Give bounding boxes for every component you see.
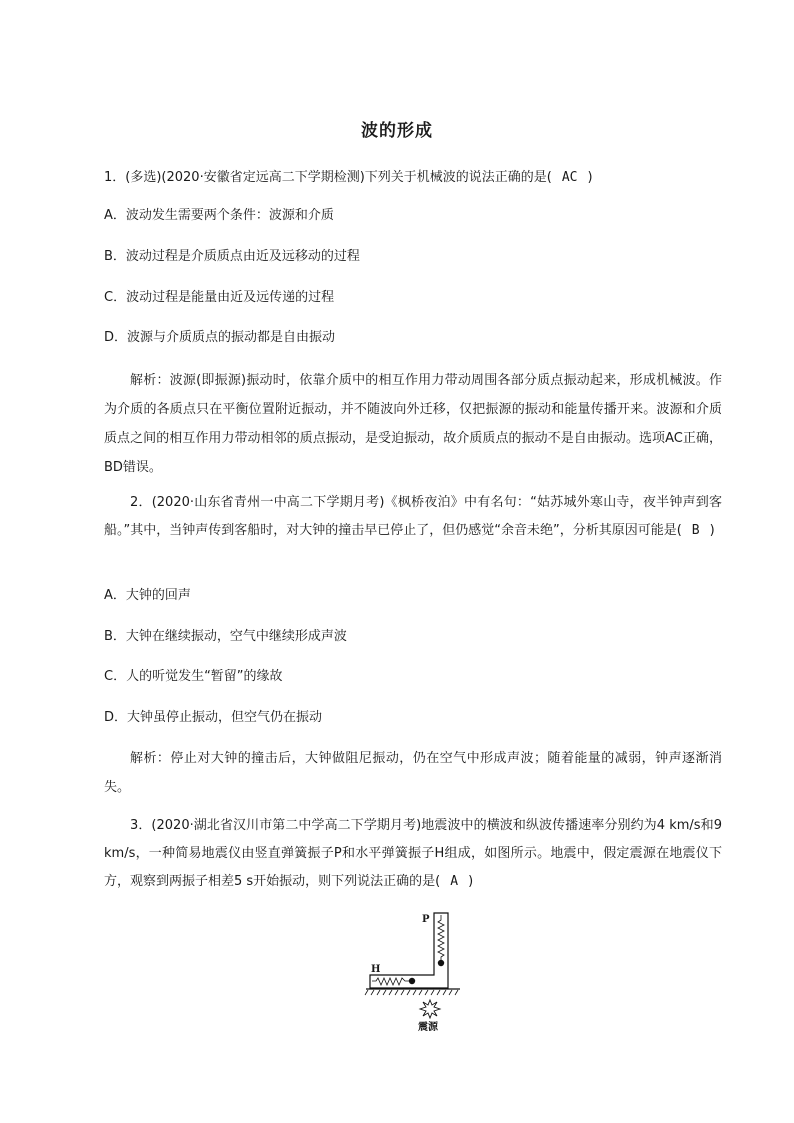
label-p: P xyxy=(422,914,430,925)
label-source: 震源 xyxy=(418,1022,438,1033)
horizontal-oscillator-ball xyxy=(409,978,415,984)
question-3-answer: A xyxy=(450,874,459,889)
question-2-stem-text: 2．(2020·山东省青州一中高二下学期月考)《枫桥夜泊》中有名句：“姑苏城外寒山寺，夜半钟声到客船。”其中，当钟声传到客船时，对大钟的撞击早已停止了，但仍感觉“余音未绝”，分析其原因可能是( xyxy=(104,495,722,538)
question-2-option-b: B．大钟在继续振动，空气中继续形成声波 xyxy=(104,629,347,644)
ground-hatching xyxy=(365,990,458,995)
seismograph-figure xyxy=(364,910,464,1035)
question-2-option-c: C．人的听觉发生“暂留”的缘故 xyxy=(104,669,283,684)
label-h: H xyxy=(371,964,381,975)
page-title: 波的形成 xyxy=(361,121,433,141)
question-2-stem-close: ) xyxy=(709,523,715,538)
question-2-answer: B xyxy=(691,523,700,538)
vertical-oscillator-ball xyxy=(438,960,444,966)
question-1-stem-close: ) xyxy=(587,170,593,185)
question-2-option-a: A．大钟的回声 xyxy=(104,588,191,603)
question-1-option-d: D．波源与介质质点的振动都是自由振动 xyxy=(104,330,336,345)
question-1-stem xyxy=(104,168,704,188)
question-3-stem xyxy=(104,812,722,896)
question-2-option-d: D．大钟虽停止振动，但空气仍在振动 xyxy=(104,710,323,725)
question-2-stem xyxy=(104,489,722,545)
question-2-analysis: 解析：停止对大钟的撞击后，大钟做阻尼振动，仍在空气中形成声波；随着能量的减弱，钟声逐渐消失。 xyxy=(104,751,722,795)
question-1-answer: AC xyxy=(561,170,578,185)
question-3-stem-close: ) xyxy=(468,874,474,889)
horizontal-spring xyxy=(372,978,409,985)
question-3-stem-text: 3．(2020·湖北省汉川市第二中学高二下学期月考)地震波中的横波和纵波传播速率分别约为4 km/s和9 km/s，一种简易地震仪由竖直弹簧振子P和水平弹簧振子H组成，如图所示。地震中，假定震源在地震仪下方，观察到两振子相差5 s开始振动，则下列说法正确的是( xyxy=(104,818,722,889)
question-1-stem-text: 1．(多选)(2020·安徽省定远高二下学期检测)下列关于机械波的说法正确的是( xyxy=(104,170,552,185)
frame-outline xyxy=(370,913,448,988)
question-1-option-c: C．波动过程是能量由近及远传递的过程 xyxy=(104,290,335,305)
question-1-option-b: B．波动过程是介质质点由近及远移动的过程 xyxy=(104,249,360,264)
question-1-option-a: A．波动发生需要两个条件：波源和介质 xyxy=(104,208,334,223)
vertical-spring xyxy=(438,915,444,960)
question-1-analysis: 解析：波源(即振源)振动时，依靠介质中的相互作用力带动周围各部分质点振动起来，形成机械波。作为介质的各质点只在平衡位置附近振动，并不随波向外迁移，仅把振源的振动和能量传播开来。波源和介质质点之间的相互作用力带动相邻的质点振动，是受迫振动，故介质质点的振动不是自由振动。选项AC正确，BD错误。 xyxy=(104,373,722,475)
epicenter-burst-icon xyxy=(420,1000,440,1018)
